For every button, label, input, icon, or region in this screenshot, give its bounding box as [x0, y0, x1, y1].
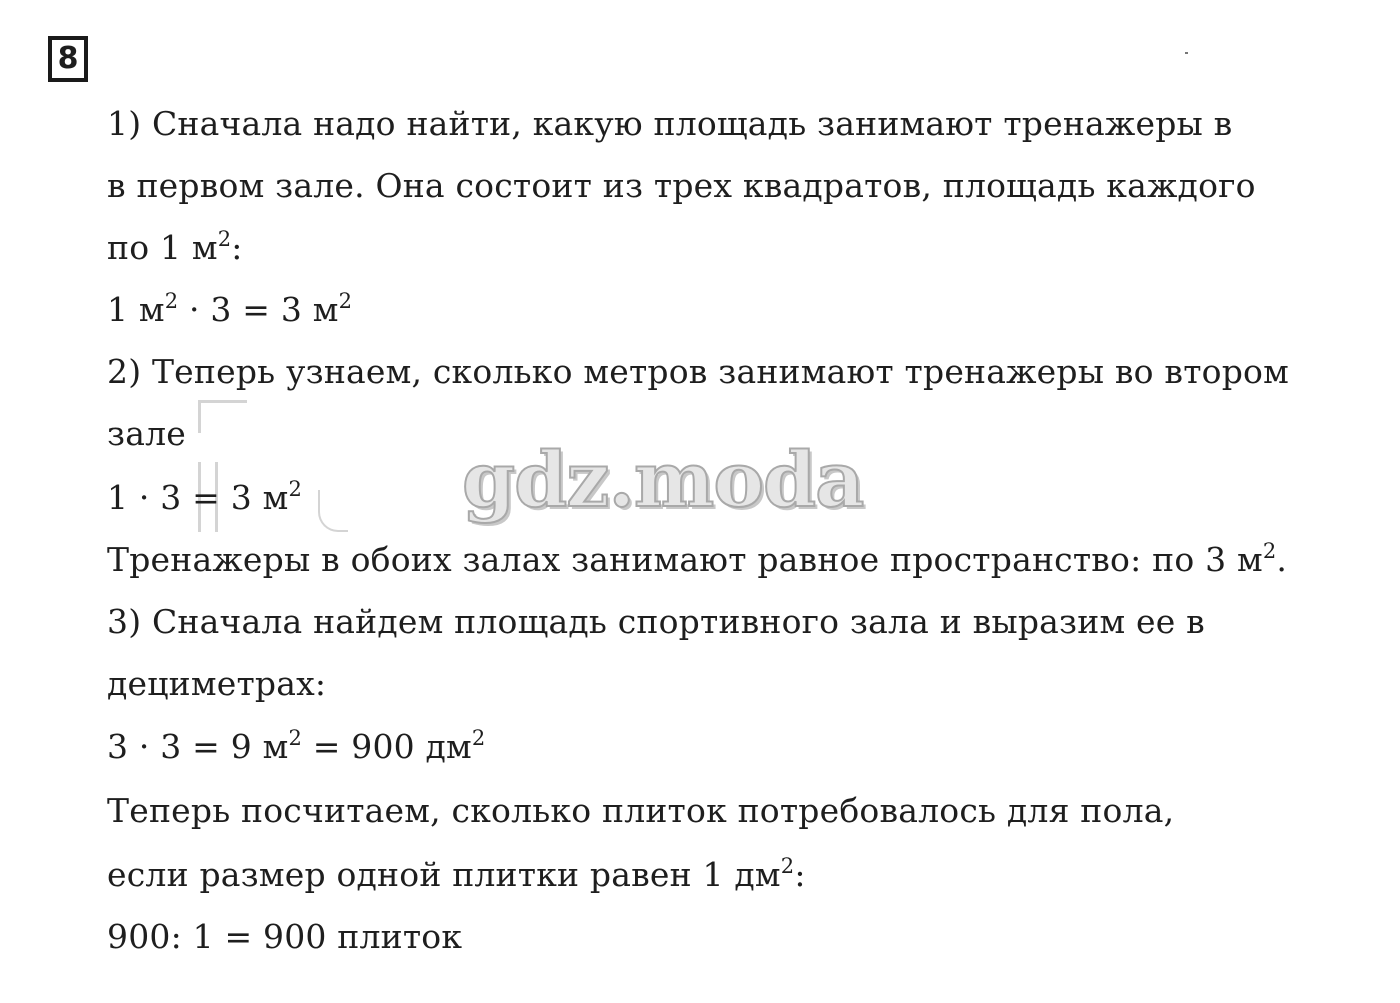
watermark-ghost-shape [318, 490, 348, 532]
text-line [107, 540, 1287, 580]
text-segment: 1) Сначала надо найти, какую площадь занимают тренажеры в [107, 104, 1233, 143]
text-line [107, 414, 186, 454]
formula-line [107, 290, 352, 330]
text-segment: . [1276, 540, 1288, 579]
text-segment: 3 · 3 = 9 м [107, 727, 289, 766]
formula-line [107, 478, 302, 518]
text-segment: 900: 1 = 900 плиток [107, 917, 463, 956]
task-number: 8 [57, 41, 79, 76]
text-segment: 1 м [107, 290, 165, 329]
speck-mark [1185, 52, 1188, 54]
superscript: 2 [780, 854, 795, 878]
text-segment: : [794, 855, 806, 894]
superscript: 2 [288, 726, 303, 750]
text-segment: 1 · 3 = 3 м [107, 478, 289, 517]
text-segment: 2) Теперь узнаем, сколько метров занимают тренажеры во втором [107, 352, 1289, 391]
watermark: gdz.moda [462, 435, 864, 524]
text-segment: Тренажеры в обоих залах занимают равное пространство: по 3 м [107, 540, 1263, 579]
text-segment: в первом зале. Она состоит из трех квадратов, площадь каждого [107, 166, 1256, 205]
superscript: 2 [288, 477, 303, 501]
text-segment: Теперь посчитаем, сколько плиток потребовалось для пола, [107, 791, 1175, 830]
text-line [107, 791, 1174, 831]
formula-line [107, 727, 485, 767]
text-line [107, 352, 1289, 392]
task-number-box [48, 36, 88, 82]
superscript: 2 [164, 289, 179, 313]
text-line [107, 664, 326, 704]
superscript: 2 [1262, 539, 1277, 563]
text-segment: 3) Сначала найдем площадь спортивного зала и выразим ее в [107, 602, 1205, 641]
superscript: 2 [217, 227, 232, 251]
text-line [107, 228, 243, 268]
text-line [107, 104, 1232, 144]
text-segment: дециметрах: [107, 664, 327, 703]
text-line [107, 855, 806, 895]
watermark-ghost-shape [198, 400, 247, 433]
text-line [107, 166, 1256, 206]
text-segment: зале [107, 414, 186, 453]
text-segment: по 1 м [107, 228, 218, 267]
text-segment: если размер одной плитки равен 1 дм [107, 855, 781, 894]
superscript: 2 [471, 726, 486, 750]
superscript: 2 [338, 289, 353, 313]
text-segment: · 3 = 3 м [178, 290, 339, 329]
text-segment: = 900 дм [302, 727, 472, 766]
text-segment: : [231, 228, 243, 267]
formula-line [107, 917, 462, 957]
text-line [107, 602, 1205, 642]
